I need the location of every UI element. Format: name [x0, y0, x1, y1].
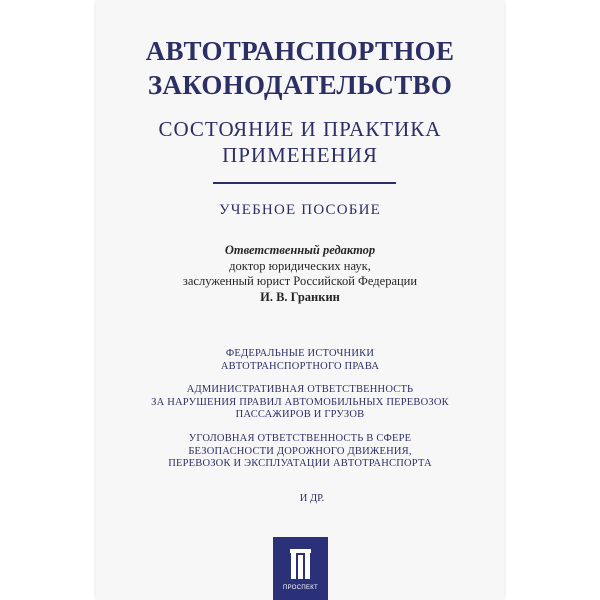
topic-line: ПАССАЖИРОВ И ГРУЗОВ	[235, 409, 365, 421]
book-subtitle-line-2: ПРИМЕНЕНИЯ	[222, 143, 378, 167]
book-title-line-1: АВТОТРАНСПОРТНОЕ	[145, 36, 455, 66]
topic-line: ПЕРЕВОЗОК И ЭКСПЛУАТАЦИИ АВТОТРАНСПОРТА	[168, 458, 432, 470]
editor-degree: доктор юридических наук,	[229, 258, 371, 273]
topic-criminal-liability	[96, 433, 504, 471]
topic-line: АДМИНИСТРАТИВНАЯ ОТВЕТСТВЕННОСТЬ	[186, 384, 414, 395]
title-divider	[213, 182, 396, 184]
topic-line: ФЕДЕРАЛЬНЫЕ ИСТОЧНИКИ	[225, 348, 375, 359]
topic-line: АВТОТРАНСПОРТНОГО ПРАВА	[220, 360, 380, 372]
book-title	[96, 34, 504, 102]
publisher-logo	[273, 537, 328, 600]
book-subtitle-line-1: СОСТОЯНИЕ И ПРАКТИКА	[158, 117, 442, 141]
editor-name: И. В. Гранкин	[260, 289, 340, 304]
topic-line: БЕЗОПАСНОСТИ ДОРОЖНОГО ДВИЖЕНИЯ,	[188, 445, 412, 457]
editor-role: Ответственный редактор	[224, 243, 376, 257]
topic-federal-sources	[96, 348, 504, 373]
publisher-name: ПРОСПЕКТ	[282, 585, 319, 591]
editor-block	[96, 243, 504, 305]
columned-gate-icon	[290, 549, 311, 579]
and-others-note: И ДР.	[299, 493, 325, 504]
editor-honor: заслуженный юрист Российской Федерации	[182, 274, 418, 288]
book-cover	[96, 0, 504, 600]
book-subtitle	[96, 116, 504, 168]
topic-line: ЗА НАРУШЕНИЯ ПРАВИЛ АВТОМОБИЛЬНЫХ ПЕРЕВОЗОК	[151, 396, 449, 408]
topic-line: УГОЛОВНАЯ ОТВЕТСТВЕННОСТЬ В СФЕРЕ	[188, 433, 412, 444]
topic-administrative-liability	[96, 384, 504, 422]
book-type: УЧЕБНОЕ ПОСОБИЕ	[218, 202, 382, 218]
book-title-line-2: ЗАКОНОДАТЕЛЬСТВО	[147, 70, 453, 100]
